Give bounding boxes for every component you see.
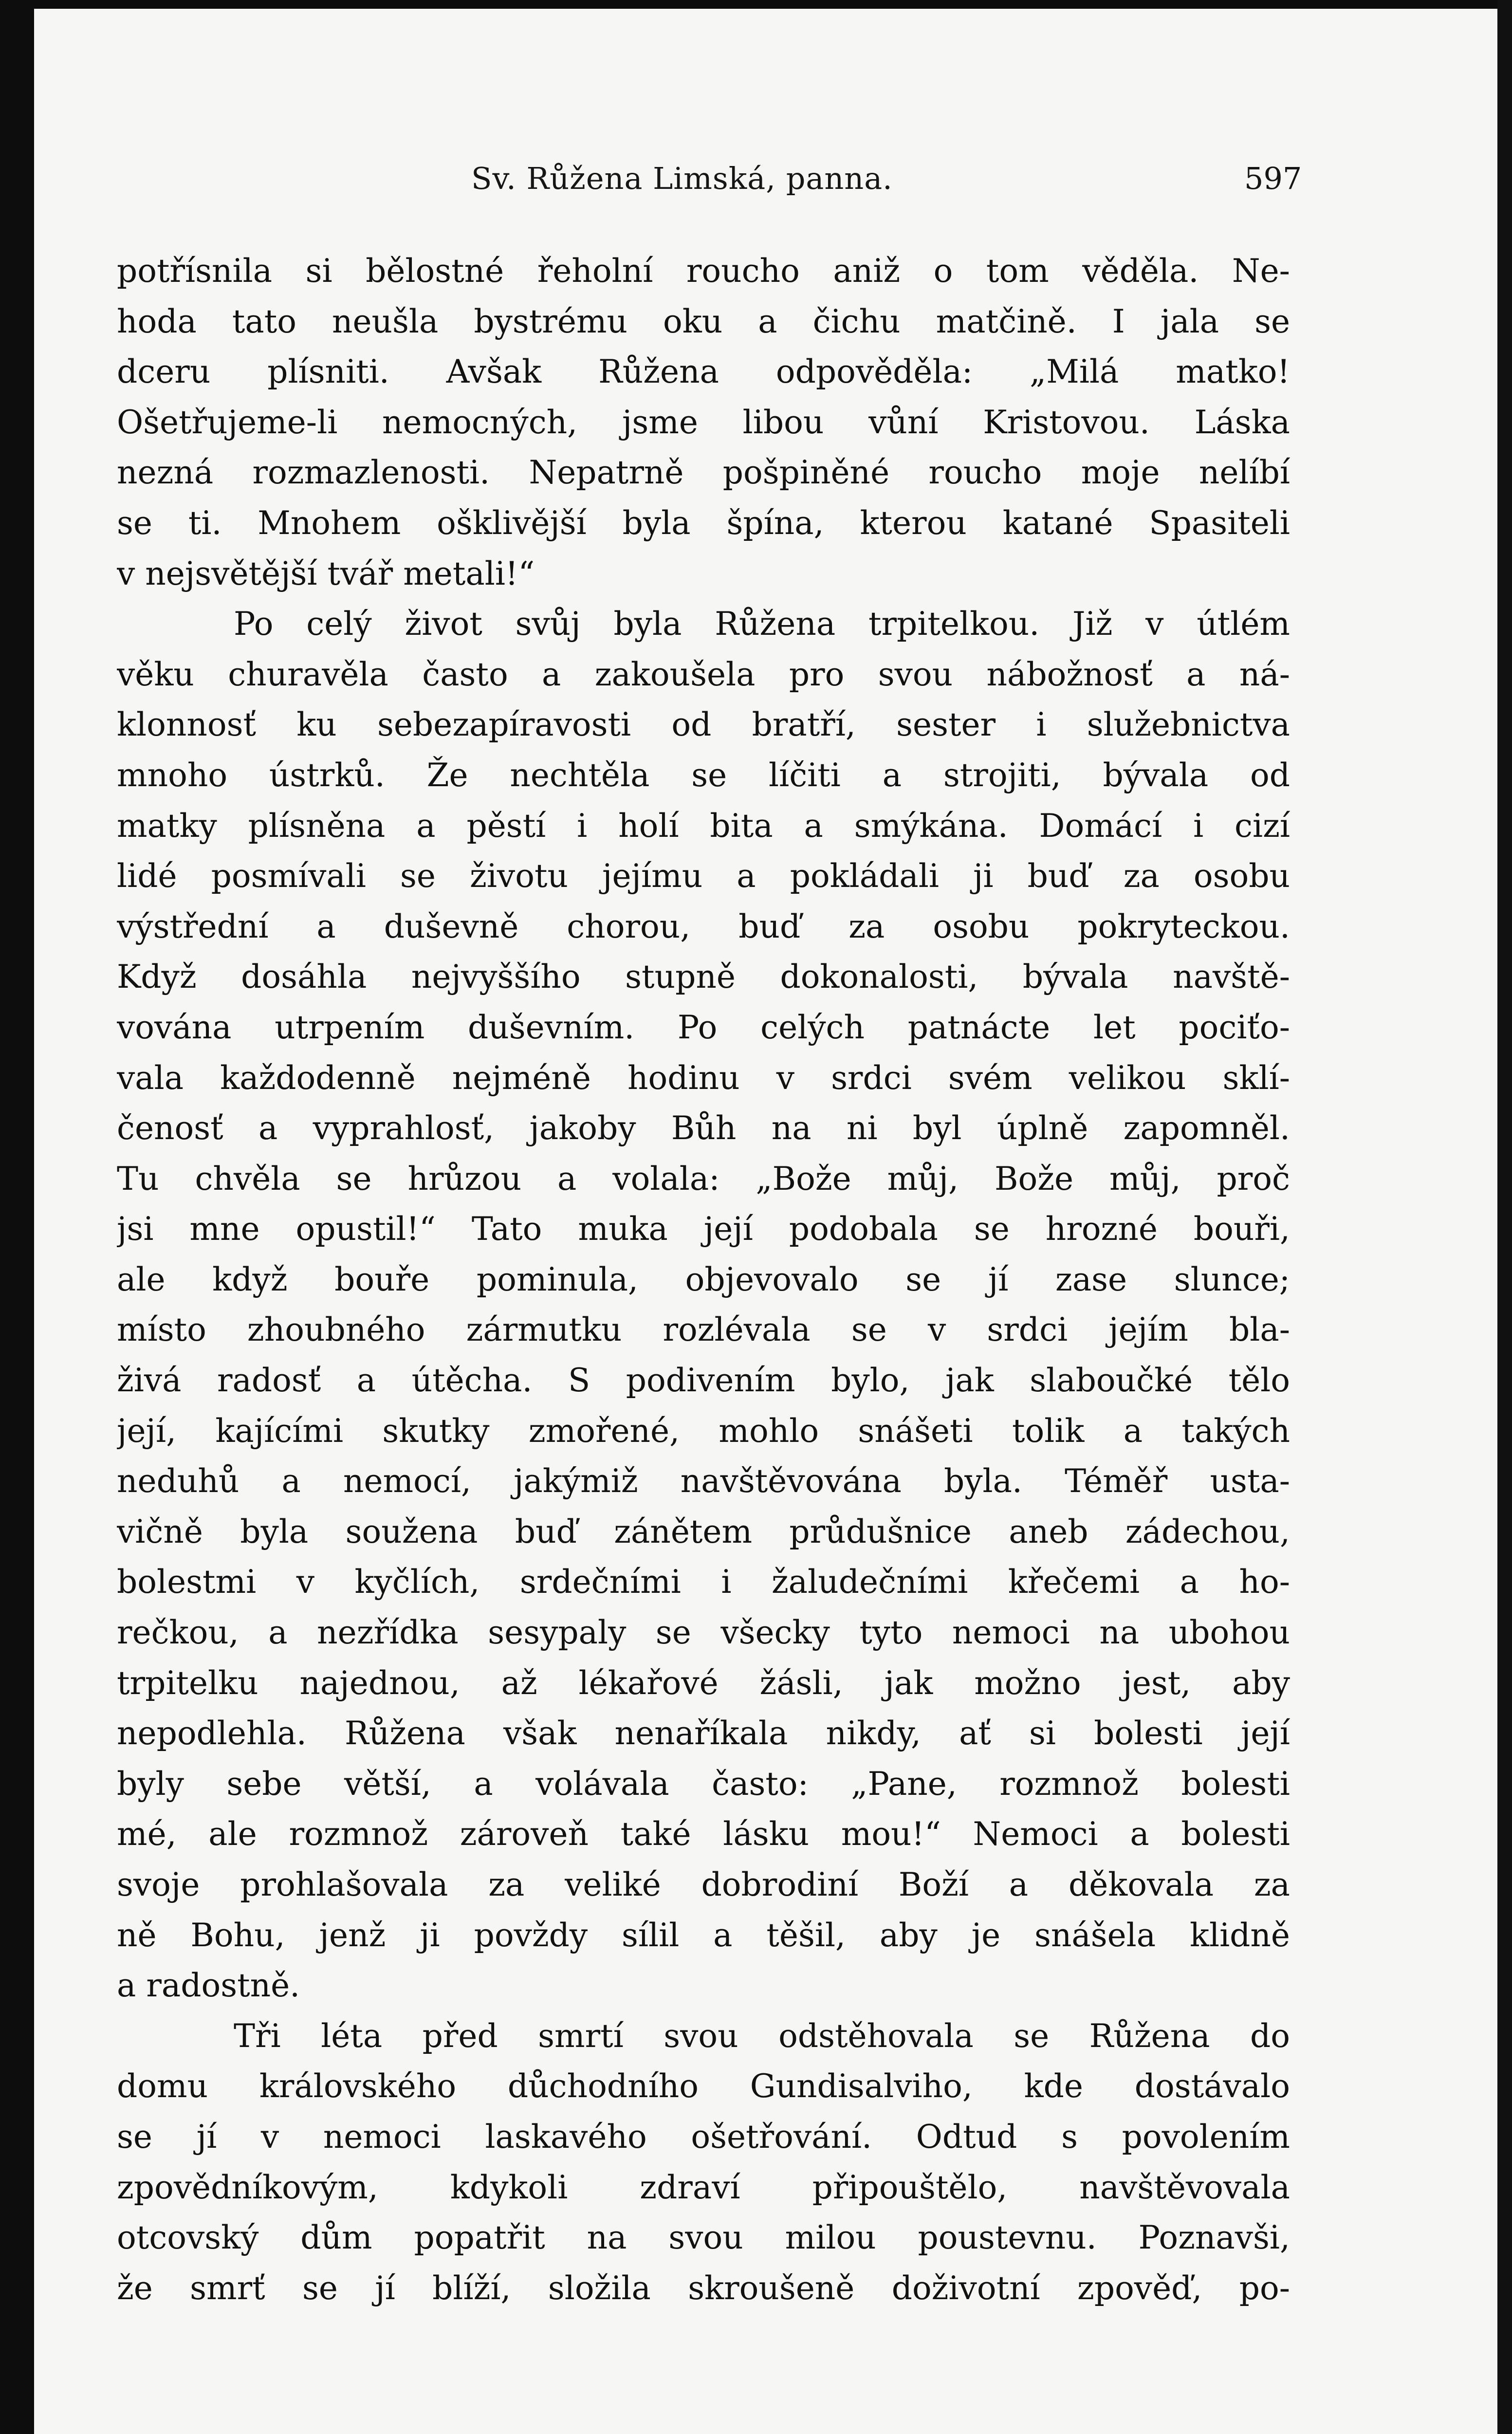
text-line: mé, ale rozmnož zároveň také lásku mou!“ Nemoci a bolesti (117, 1815, 1290, 1853)
text-line: vována utrpením duševním. Po celých patnácte let pociťo- (117, 1008, 1290, 1046)
running-title: Sv. Růžena Limská, panna. (471, 161, 893, 196)
text-line: Když dosáhla nejvyššího stupně dokonalosti, bývala navště- (117, 958, 1290, 996)
text-line: lidé posmívali se životu jejímu a pokládali ji buď za osobu (117, 857, 1290, 895)
text-line: hoda tato neušla bystrému oku a čichu matčině. I jala se (117, 302, 1290, 340)
text-line: mnoho ústrků. Že nechtěla se líčiti a strojiti, bývala od (117, 756, 1290, 794)
text-line: svoje prohlašovala za veliké dobrodiní Boží a děkovala za (117, 1866, 1290, 1903)
text-line: nepodlehla. Růžena však nenaříkala nikdy, ať si bolesti její (117, 1715, 1290, 1752)
page-header (0, 161, 1512, 209)
text-line-paragraph-start: Tři léta před smrtí svou odstěhovala se Růžena do (234, 2017, 1290, 2055)
text-line: matky plísněna a pěstí i holí bita a smýkána. Domácí i cizí (117, 807, 1290, 845)
text-line: a radostně. (117, 1967, 300, 2005)
text-line: čenosť a vyprahlosť, jakoby Bůh na ni byl úplně zapomněl. (117, 1109, 1290, 1147)
text-line: nezná rozmazlenosti. Nepatrně pošpiněné roucho moje nelíbí (117, 454, 1290, 492)
text-line: že smrť se jí blíží, složila skroušeně doživotní zpověď, po- (117, 2269, 1290, 2307)
text-line: Tu chvěla se hrůzou a volala: „Bože můj, Bože můj, proč (117, 1160, 1290, 1198)
text-line: ale když bouře pominula, objevovalo se jí zase slunce; (117, 1260, 1290, 1298)
text-line: bolestmi v kyčlích, srdečními i žaludečními křečemi a ho- (117, 1563, 1290, 1601)
text-line: zpovědníkovým, kdykoli zdraví připouštělo, navštěvovala (117, 2168, 1290, 2206)
text-line: živá radosť a útěcha. S podivením bylo, jak slaboučké tělo (117, 1362, 1290, 1400)
text-line: Ošetřujeme-li nemocných, jsme libou vůní Kristovou. Láska (117, 403, 1290, 441)
text-line: vala každodenně nejméně hodinu v srdci svém velikou sklí- (117, 1059, 1290, 1097)
text-line: neduhů a nemocí, jakýmiž navštěvována byla. Téměř usta- (117, 1462, 1290, 1500)
text-line: místo zhoubného zármutku rozlévala se v srdci jejím bla- (117, 1311, 1290, 1349)
text-line: byly sebe větší, a volávala často: „Pane, rozmnož bolesti (117, 1765, 1290, 1803)
text-line: její, kajícími skutky zmořené, mohlo snášeti tolik a takých (117, 1412, 1290, 1450)
text-line: dceru plísniti. Avšak Růžena odpověděla: „Milá matko! (117, 353, 1290, 391)
text-line: otcovský dům popatřit na svou milou poustevnu. Poznavši, (117, 2219, 1290, 2257)
page-number: 597 (1244, 161, 1302, 196)
text-line: vičně byla soužena buď zánětem průdušnice aneb zádechou, (117, 1512, 1290, 1550)
body-text (117, 246, 1290, 2313)
text-line: ně Bohu, jenž ji povždy sílil a těšil, aby je snášela klidně (117, 1916, 1290, 1954)
text-line: potřísnila si bělostné řeholní roucho aniž o tom věděla. Ne- (117, 252, 1290, 290)
text-line: se ti. Mnohem ošklivější byla špína, kterou katané Spasiteli (117, 504, 1290, 542)
text-line: rečkou, a nezřídka sesypaly se všecky tyto nemoci na ubohou (117, 1614, 1290, 1652)
text-line: klonnosť ku sebezapíravosti od bratří, sester i služebnictva (117, 706, 1290, 744)
text-line: domu královského důchodního Gundisalviho, kde dostávalo (117, 2067, 1290, 2105)
text-line: se jí v nemoci laskavého ošetřování. Odtud s povolením (117, 2118, 1290, 2156)
text-line: trpitelku najednou, až lékařové žásli, jak možno jest, aby (117, 1664, 1290, 1702)
text-line: věku churavěla často a zakoušela pro svou nábožnosť a ná- (117, 655, 1290, 693)
text-line-paragraph-start: Po celý život svůj byla Růžena trpitelkou. Již v útlém (234, 605, 1290, 643)
text-line: v nejsvětější tvář metali!“ (117, 554, 535, 592)
page-edge-shadow (1497, 0, 1512, 2434)
text-line: jsi mne opustil!“ Tato muka její podobala se hrozné bouři, (117, 1210, 1290, 1248)
text-line: výstřední a duševně chorou, buď za osobu pokryteckou. (117, 907, 1290, 945)
